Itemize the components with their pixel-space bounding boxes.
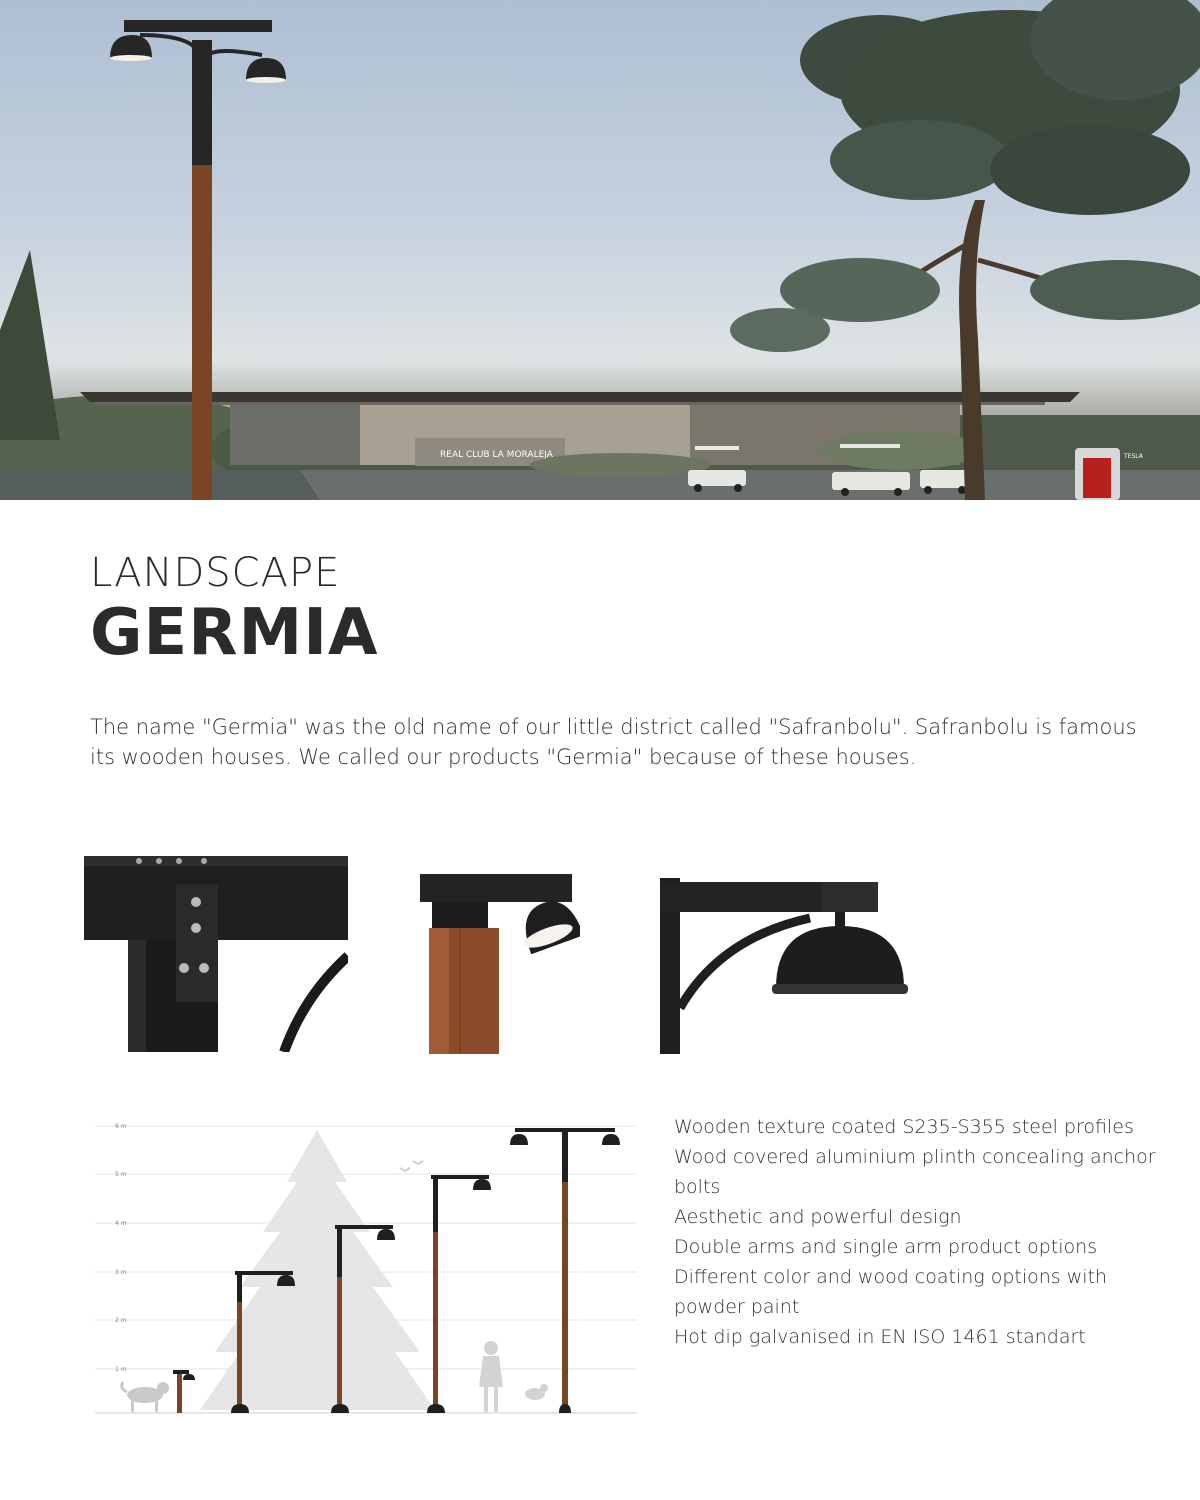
arm-lamp-detail [660,878,910,1054]
bird-silhouette [413,1161,423,1164]
tree-silhouette [200,1130,435,1410]
features-list [674,1112,1174,1352]
hero-scene [0,0,1200,500]
tick-label-3m: 3 m [115,1269,127,1276]
tick-label-1m: 1 m [115,1366,127,1373]
charger-text: TESLA [1124,453,1143,460]
building-roof [80,392,1080,402]
dog-silhouette [122,1382,169,1412]
lamp-post-6m-double [510,1128,620,1413]
feature-item: Wood covered aluminium plinth concealing anchor bolts [674,1146,1156,1198]
tick-label-2m: 2 m [115,1317,127,1324]
feature-item: Different color and wood coating options with powder paint [674,1266,1108,1318]
lamp-post-1m [173,1370,195,1413]
height-scale-diagram [95,1112,645,1426]
hero-rendering [0,0,1200,500]
heading-block [90,550,379,668]
bird-silhouette [400,1168,410,1171]
product-title: GERMIA [90,596,379,670]
plinth-lamp-detail [420,874,580,1054]
tick-label-4m: 4 m [115,1220,127,1227]
person-silhouette [479,1341,548,1412]
top-joint-detail [84,856,348,1052]
club-sign-text: REAL CLUB LA MORALEJA [440,450,553,460]
category-label: LANDSCAPE [90,550,341,596]
feature-item: Aesthetic and powerful design [674,1206,962,1228]
feature-item: Double arms and single arm product options [674,1236,1098,1258]
feature-item: Wooden texture coated S235-S355 steel profiles [674,1116,1134,1138]
intro-paragraph: The name "Germia" was the old name of our little district called "Safranbolu". Safranbolu is famous its wooden houses. We called our products "Germia" because of these houses. [90,715,1137,769]
feature-item: Hot dip galvanised in EN ISO 1461 standart [674,1326,1086,1348]
tick-label-5m: 5 m [115,1171,127,1178]
tick-label-6m: 6 m [115,1123,127,1130]
